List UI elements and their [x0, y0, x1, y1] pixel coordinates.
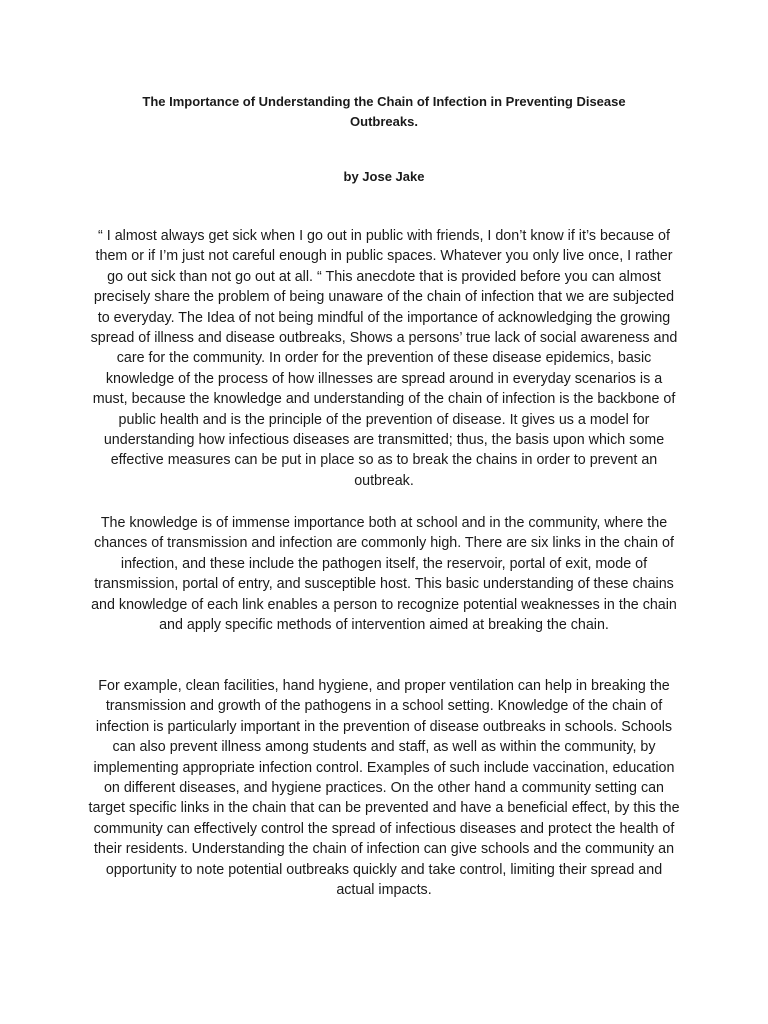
document-title: The Importance of Understanding the Chain of Infection in Preventing Disease Outbreaks.	[142, 94, 626, 129]
body-paragraph-2: The knowledge is of immense importance both at school and in the community, where the chances of transmission and infection are commonly high. There are six links in the chain of infection, and these include the pathogen itself, the reservoir, portal of exit, mode of transmission, portal of entry, and susceptible host. This basic understanding of these chains and knowledge of each link enables a person to recognize potential weaknesses in the chain and apply specific methods of intervention aimed at breaking the chain.	[91, 515, 677, 634]
body-paragraph-3: For example, clean facilities, hand hygiene, and proper ventilation can help in breaking the transmission and growth of the pathogens in a school setting. Knowledge of the chain of infection is particularly important in the prevention of disease outbreaks in schools. Schools can also prevent illness among students and staff, as well as within the community, by implementing appropriate infection control. Examples of such include vaccination, education on different diseases, and hygiene practices. On the other hand a community setting can target specific links in the chain that can be prevented and have a beneficial effect, by this the community can effectively control the spread of infectious diseases and protect the health of their residents. Understanding the chain of infection can give schools and the community an opportunity to note potential outbreaks quickly and take control, limiting their spread and actual impacts.	[88, 678, 680, 899]
body-paragraph-1: “ I almost always get sick when I go out in public with friends, I don’t know if it’s because of them or if I’m just not careful enough in public spaces. Whatever you only live once, I rather go out sick than not go out at all. “ This anecdote that is provided before you can almost precisely share the problem of being unaware of the chain of infection that we are subjected to everyday. The Idea of not being mindful of the importance of acknowledging the growing spread of illness and disease outbreaks, Shows a persons’ true lack of social awareness and care for the community. In order for the prevention of these disease epidemics, basic knowledge of the process of how illnesses are spread around in everyday scenarios is a must, because the knowledge and understanding of the chain of infection is the backbone of public health and is the principle of the prevention of disease. It gives us a model for understanding how infectious diseases are transmitted; thus, the basis upon which some effective measures can be put in place so as to break the chains in order to prevent an outbreak.	[90, 228, 678, 489]
author-byline: by Jose Jake	[343, 169, 425, 184]
